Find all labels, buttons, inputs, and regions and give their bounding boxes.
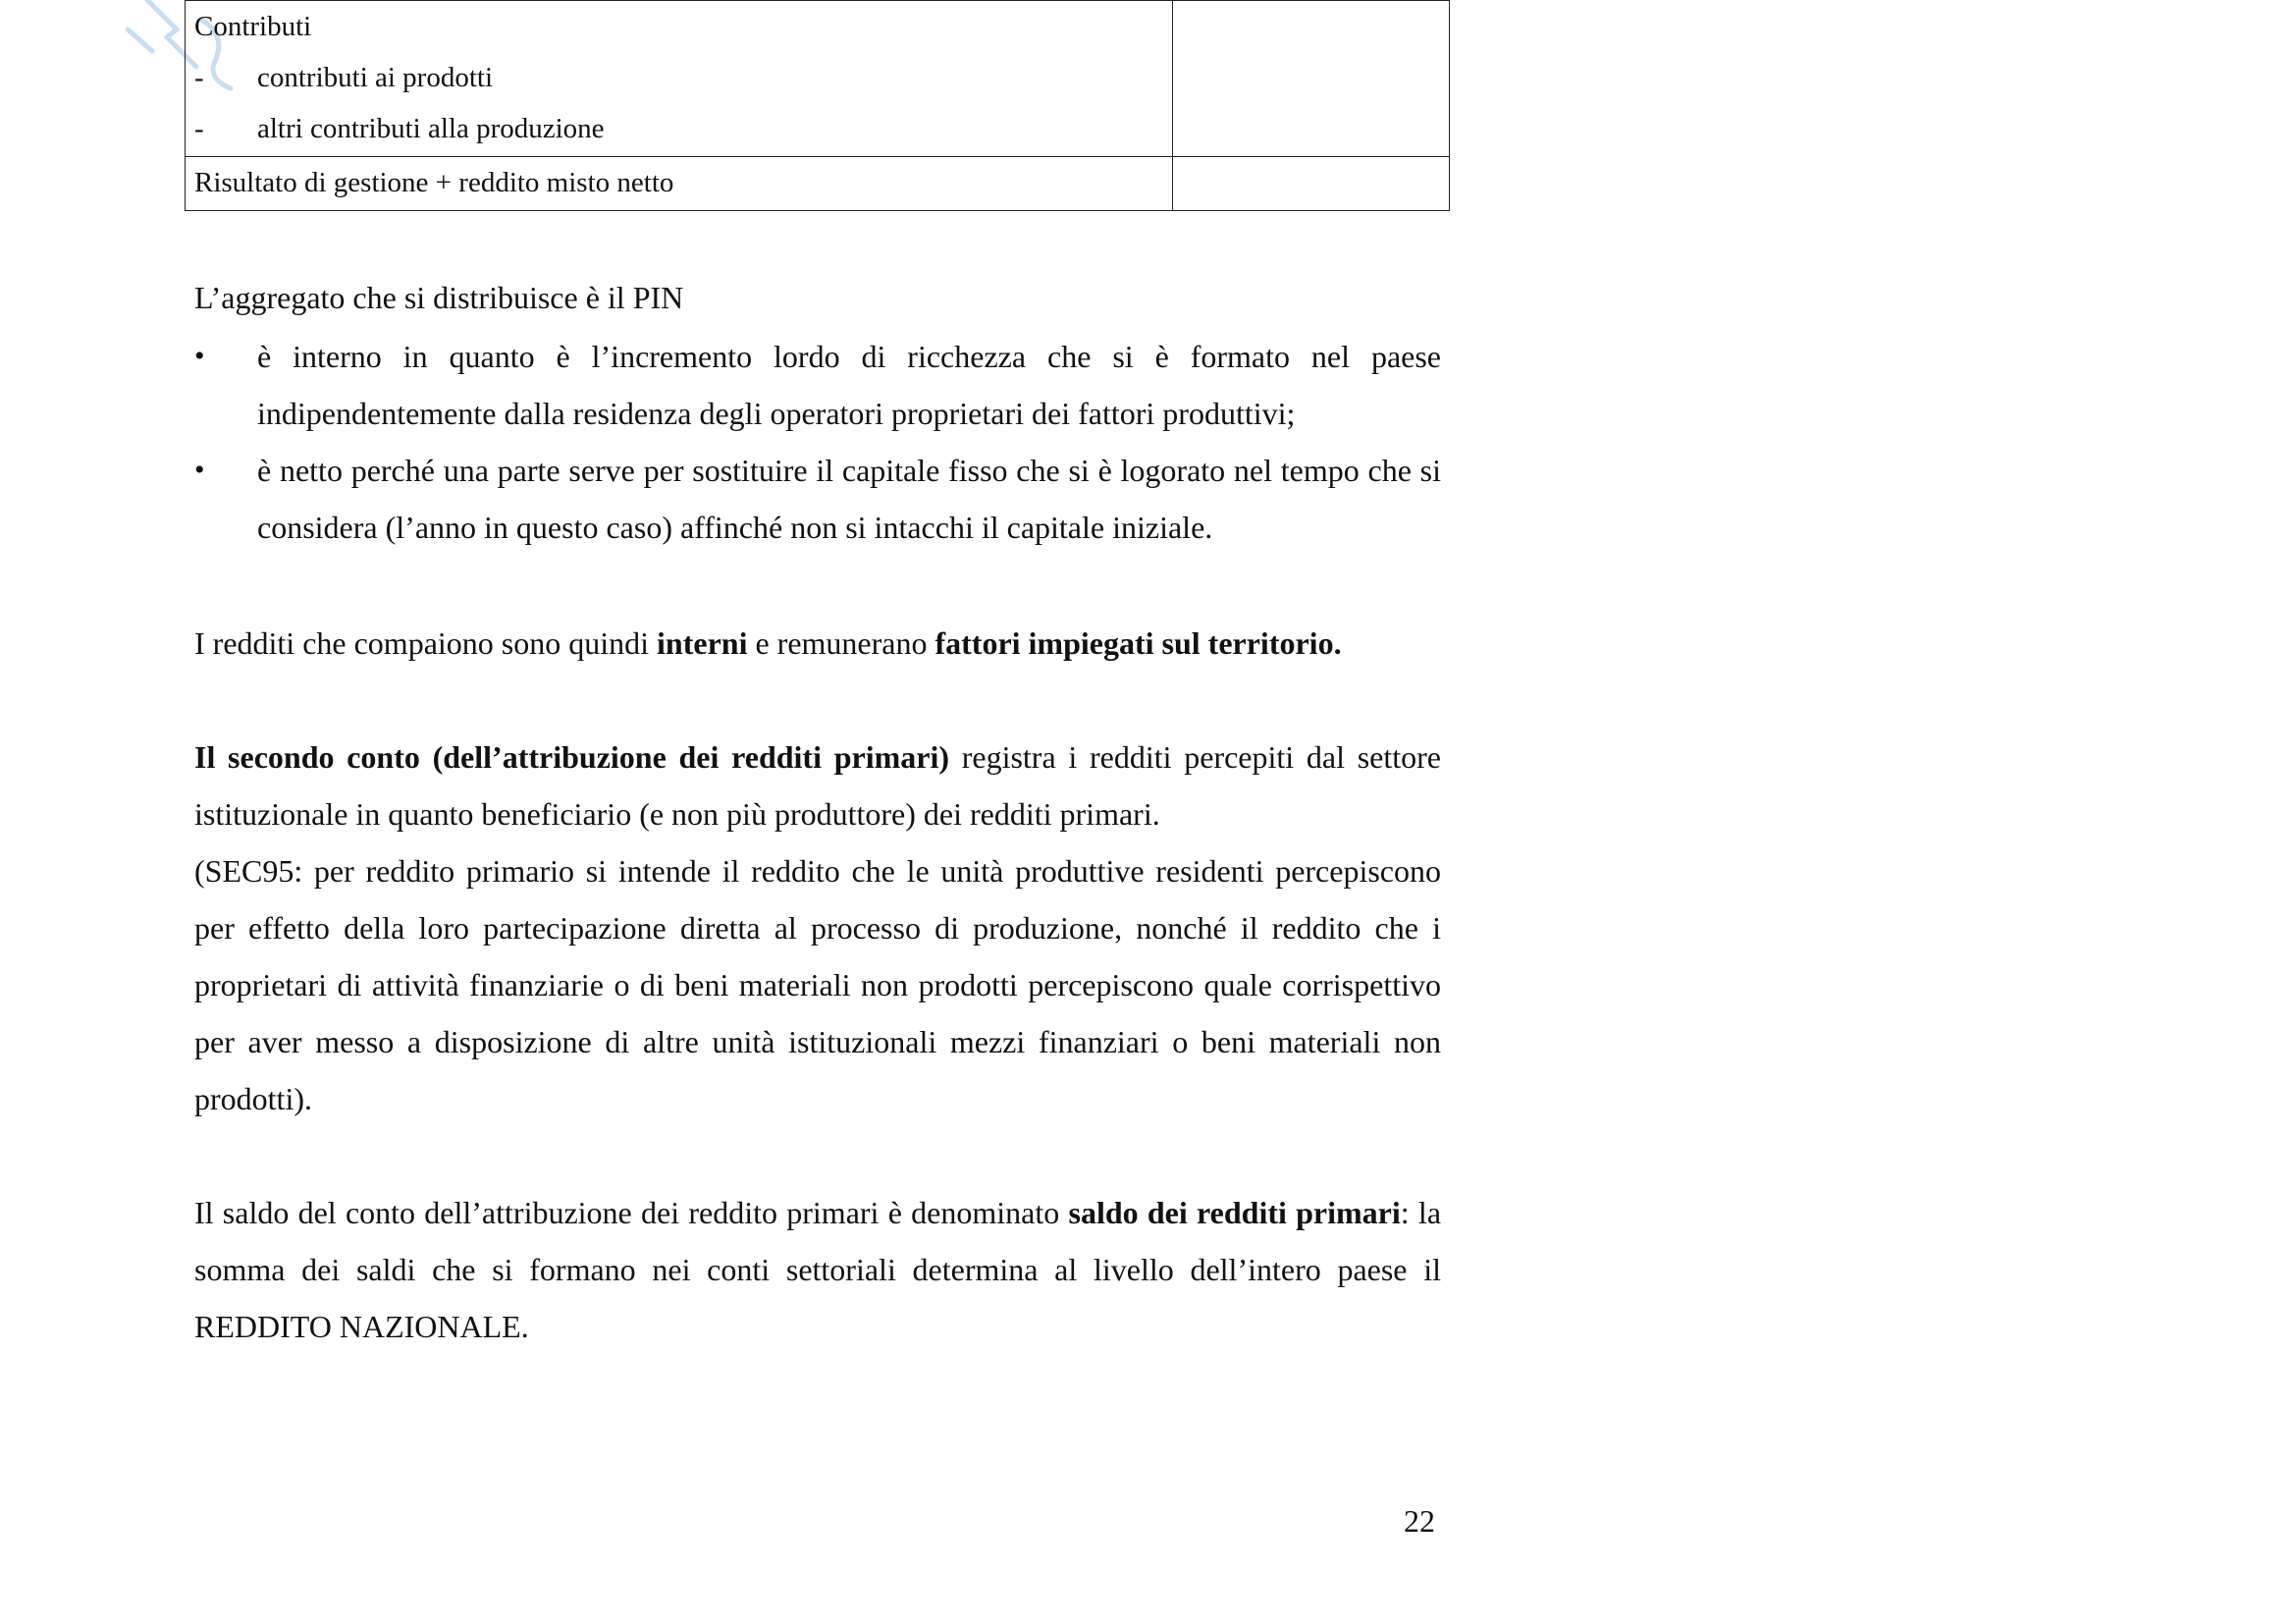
table-cell-label: Risultato di gestione + reddito misto netto [186, 157, 1173, 211]
bullet-list [194, 328, 1441, 556]
bullet-icon: • [194, 454, 205, 486]
bold-text: fattori impiegati sul territorio. [934, 625, 1342, 661]
list-item [194, 328, 1441, 442]
text-run: Il saldo del conto dell’attribuzione dei reddito primari è denominato [194, 1195, 1069, 1230]
sec95-paragraph: (SEC95: per reddito primario si intende il reddito che le unità produttive residenti percepiscono per effetto della loro partecipazione diretta al processo di produzione, nonché il reddito che i proprietari di attività finanziarie o di beni materiali non prodotti percepiscono quale corrispettivo per aver messo a disposizione di altre unità istituzionali mezzi finanziari o beni materiali non prodotti). [194, 853, 1441, 1116]
bullet-icon: • [194, 340, 205, 372]
bold-text: interni [657, 625, 748, 661]
secondo-conto-paragraph [194, 729, 1441, 842]
table-cell-label [186, 1, 1173, 157]
page-number: 22 [1404, 1503, 1435, 1539]
intro-paragraph: L’aggregato che si distribuisce è il PIN [194, 280, 684, 315]
text-run: I redditi che compaiono sono quindi [194, 625, 658, 661]
text-run: e remunerano [747, 625, 935, 661]
redditi-paragraph [194, 615, 1441, 672]
bold-text: saldo dei redditi primari [1068, 1195, 1401, 1230]
dash-marker: - [194, 62, 204, 93]
contributi-table [185, 0, 1450, 211]
list-item [194, 52, 1163, 103]
table-cell-title: Contributi [194, 11, 312, 42]
list-item-label: altri contributi alla produzione [257, 113, 605, 144]
list-item-label: contributi ai prodotti [257, 62, 494, 93]
list-item-text: è interno in quanto è l’incremento lordo di ricchezza che si è formato nel paese indipendentemente dalla residenza degli operatori proprietari dei fattori produttivi; [257, 339, 1441, 431]
text-run: : la somma dei saldi che si formano nei conti settoriali determina al livello dell’intero paese il REDDITO NAZIONALE. [194, 1195, 1442, 1344]
table-row [186, 157, 1450, 211]
dash-marker: - [194, 113, 204, 144]
text-run: registra i redditi percepiti dal settore istituzionale in quanto beneficiario (e non più produttore) dei redditi primari. [194, 739, 1442, 832]
table-row [186, 1, 1450, 157]
list-item [194, 103, 1163, 154]
table-cell-empty [1173, 157, 1450, 211]
saldo-paragraph [194, 1184, 1441, 1355]
list-item [194, 442, 1441, 556]
table-cell-empty [1173, 1, 1450, 157]
list-item-text: è netto perché una parte serve per sostituire il capitale fisso che si è logorato nel tempo che si considera (l’anno in questo caso) affinché non si intacchi il capitale iniziale. [257, 453, 1441, 545]
bold-text: Il secondo conto (dell’attribuzione dei redditi primari) [194, 739, 949, 775]
